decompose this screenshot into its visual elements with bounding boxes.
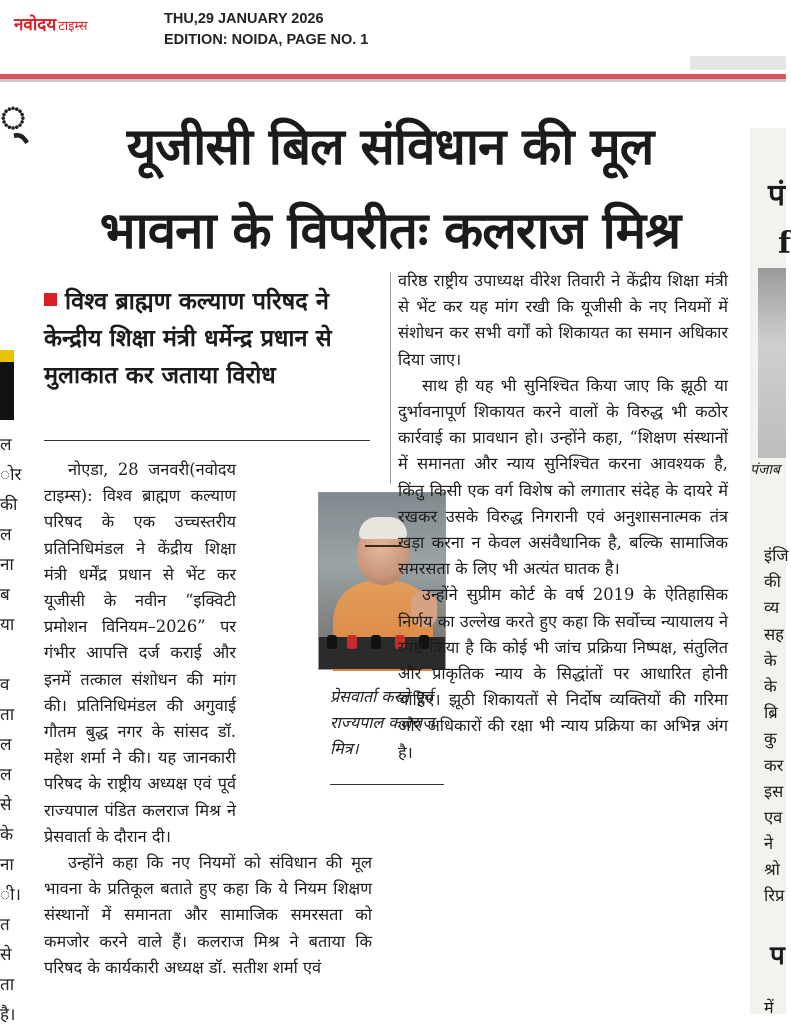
left-fragment-line: ल: [0, 735, 12, 755]
right-fragment-glyph-1: पं: [768, 178, 786, 213]
right-fragment-caption: पंजाब: [750, 462, 780, 478]
logo-sub: टाइम्स: [58, 19, 88, 34]
caption-divider: [330, 784, 444, 785]
right-fragment-line: एव: [764, 807, 783, 827]
headline-line-2: भावना के विपरीतः कलराज मिश्र: [99, 202, 681, 261]
left-fragment-line: है।: [0, 1005, 16, 1025]
right-fragment-line: कर: [764, 755, 784, 775]
right-fragment-photo: [758, 268, 786, 458]
newspaper-logo: [14, 12, 88, 35]
right-fragment-heading: प: [770, 941, 785, 971]
right-adjacent-article: [750, 128, 791, 1017]
left-fragment-line: ल: [0, 525, 12, 545]
left-fragment-text: [0, 430, 21, 1030]
right-fragment-text: [764, 543, 789, 910]
headline-line-1: यूजीसी बिल संविधान की मूल: [126, 118, 654, 177]
left-fragment-line: की: [0, 495, 18, 515]
left-fragment-line: व: [0, 675, 10, 695]
left-fragment-line: या: [0, 615, 15, 635]
subhead-text: विश्व ब्राह्मण कल्याण परिषद ने केन्द्रीय शिक्षा मंत्री धर्मेन्द्र प्रधान से मुलाकात कर जताया विरोध: [44, 287, 332, 389]
masthead: [0, 0, 786, 62]
right-fragment-line: इंजि: [764, 546, 789, 565]
left-fragment-line: त: [0, 915, 10, 935]
right-fragment-line: ने: [764, 834, 774, 854]
photo-caption: प्रेसवार्ता करते पूर्व राज्यपाल कलराज मित्र।: [330, 687, 434, 758]
grey-divider: [0, 79, 786, 82]
right-fragment-line: ब्रि: [764, 703, 778, 723]
right-fragment-line: श्रो: [764, 860, 780, 880]
left-fragment-accent: [0, 350, 14, 362]
left-adjacent-article: [0, 91, 27, 1025]
left-fragment-line: ोर: [0, 465, 22, 485]
logo-main: नवोदय: [14, 15, 57, 35]
red-square-bullet-icon: [44, 293, 57, 306]
right-fragment-last-line: में: [764, 998, 774, 1017]
left-fragment-line: ी।: [0, 885, 21, 905]
right-fragment-line: कु: [764, 729, 777, 749]
article-headline: [40, 106, 740, 274]
left-fragment-line: ना: [0, 855, 14, 875]
right-fragment-line: इस: [764, 781, 784, 801]
right-fragment-line: व्य: [764, 598, 780, 618]
left-fragment-line: ना: [0, 555, 14, 575]
left-fragment-line: [0, 640, 21, 670]
right-fragment-line: रिप्र: [764, 886, 785, 906]
column-1-paragraph-2: उन्होंने कहा कि नए नियमों को संविधान की मूल भावना के प्रतिकूल बताते हुए कहा कि ये नियम शिक्षण संस्थानों में समानता और सामाजिक समरसता को कमजोर करने वाले हैं। कलराज मिश्र ने बताया कि परिषद के कार्यकारी अध्यक्ष डॉ. सतीश शर्मा एवं: [44, 853, 372, 977]
subhead-divider: [44, 440, 370, 441]
column-2-paragraph-2: साथ ही यह भी सुनिश्चित किया जाए कि झूठी या दुर्भावनापूर्ण शिकायत करने वालों के विरुद्ध भी कठोर कार्रवाई का प्रावधान हो। उन्होंने कहा, “शिक्षण संस्थानों में समानता और न्याय सुनिश्चित करना आवश्यक है, किंतु किसी एक वर्ग विशेष को लगातार संदेह के दायरे में रखकर उसके विरुद्ध निगरानी एवं अनुशासनात्मक तंत्र खड़ा करना न केवल असंवैधानिक है, बल्कि सामाजिक समरसता के लिए भी अत्यंत घातक है।: [398, 375, 728, 579]
microphone-icon: [371, 635, 381, 649]
microphone-icon: [347, 635, 357, 649]
issue-date: THU,29 JANUARY 2026: [164, 11, 324, 27]
left-fragment-line: ल: [0, 765, 12, 785]
left-fragment-line: ता: [0, 975, 15, 995]
left-fragment-line: से: [0, 795, 12, 815]
photo-figure-glasses: [365, 545, 401, 555]
dateline: [164, 9, 368, 51]
left-fragment-line: ता: [0, 705, 15, 725]
left-fragment-line: ल: [0, 435, 12, 455]
right-fragment-glyph-2: f: [778, 226, 791, 261]
column-1-paragraph-1: नोएडा, 28 जनवरी(नवोदय टाइम्स): विश्व ब्राह्मण कल्याण परिषद के एक उच्चस्तरीय प्रतिनिधिमंडल ने केंद्रीय शिक्षा मंत्री धर्मेंद्र प्रधान से भेंट कर यूजीसी के नवीन “इक्विटी प्रमोशन विनियम–2026” पर गंभीर आपत्ति दर्ज कराई और इनमें तत्काल संशोधन की मांग की। प्रतिनिधिमंडल की अगुवाई गौतम बुद्ध नगर के सांसद डॉ. महेश शर्मा ने की। यह जानकारी परिषद के राष्ट्रीय अध्यक्ष एवं पूर्व राज्यपाल पंडित कलराज मिश्र ने प्रेसवार्ता के दौरान दी।: [44, 460, 236, 846]
right-fragment-line: के: [764, 676, 777, 696]
column-2-paragraph-3: उन्होंने सुप्रीम कोर्ट के वर्ष 2019 के ऐतिहासिक निर्णय का उल्लेख करते हुए कहा कि सर्वोच्च न्यायालय ने स्पष्ट किया है कि कोई भी जांच प्रक्रिया निष्पक्ष, संतुलित और प्राकृतिक न्याय के सिद्धांतों पर आधारित होनी चाहिए। झूठी शिकायतों से निर्दोष व्यक्तियों की गरिमा और अधिकारों की रक्षा भी न्याय प्रक्रिया का अभिन्न अंग है।: [398, 585, 728, 762]
article-column-2: [398, 268, 728, 766]
left-fragment-line: के: [0, 825, 14, 845]
article-subheadline: [44, 283, 374, 394]
left-fragment-line: से: [0, 945, 12, 965]
right-fragment-line: की: [764, 572, 781, 592]
edition-info: EDITION: NOIDA, PAGE NO. 1: [164, 32, 369, 48]
right-fragment-line: के: [764, 650, 777, 670]
left-fragment-glyph: ्: [0, 91, 27, 142]
thumbnail-strip: [690, 56, 786, 70]
right-fragment-line: सह: [764, 624, 784, 644]
left-fragment-line: ब: [0, 585, 10, 605]
microphone-icon: [327, 635, 337, 649]
column-divider: [390, 272, 391, 484]
column-2-paragraph-1: वरिष्ठ राष्ट्रीय उपाध्यक्ष वीरेश तिवारी ने केंद्रीय शिक्षा मंत्री से भेंट कर यह मांग रखी कि यूजीसी के नए नियमों में संशोधन कर सभी वर्गों को शिकायत का समान अधिकार दिया जाए।: [398, 271, 728, 369]
